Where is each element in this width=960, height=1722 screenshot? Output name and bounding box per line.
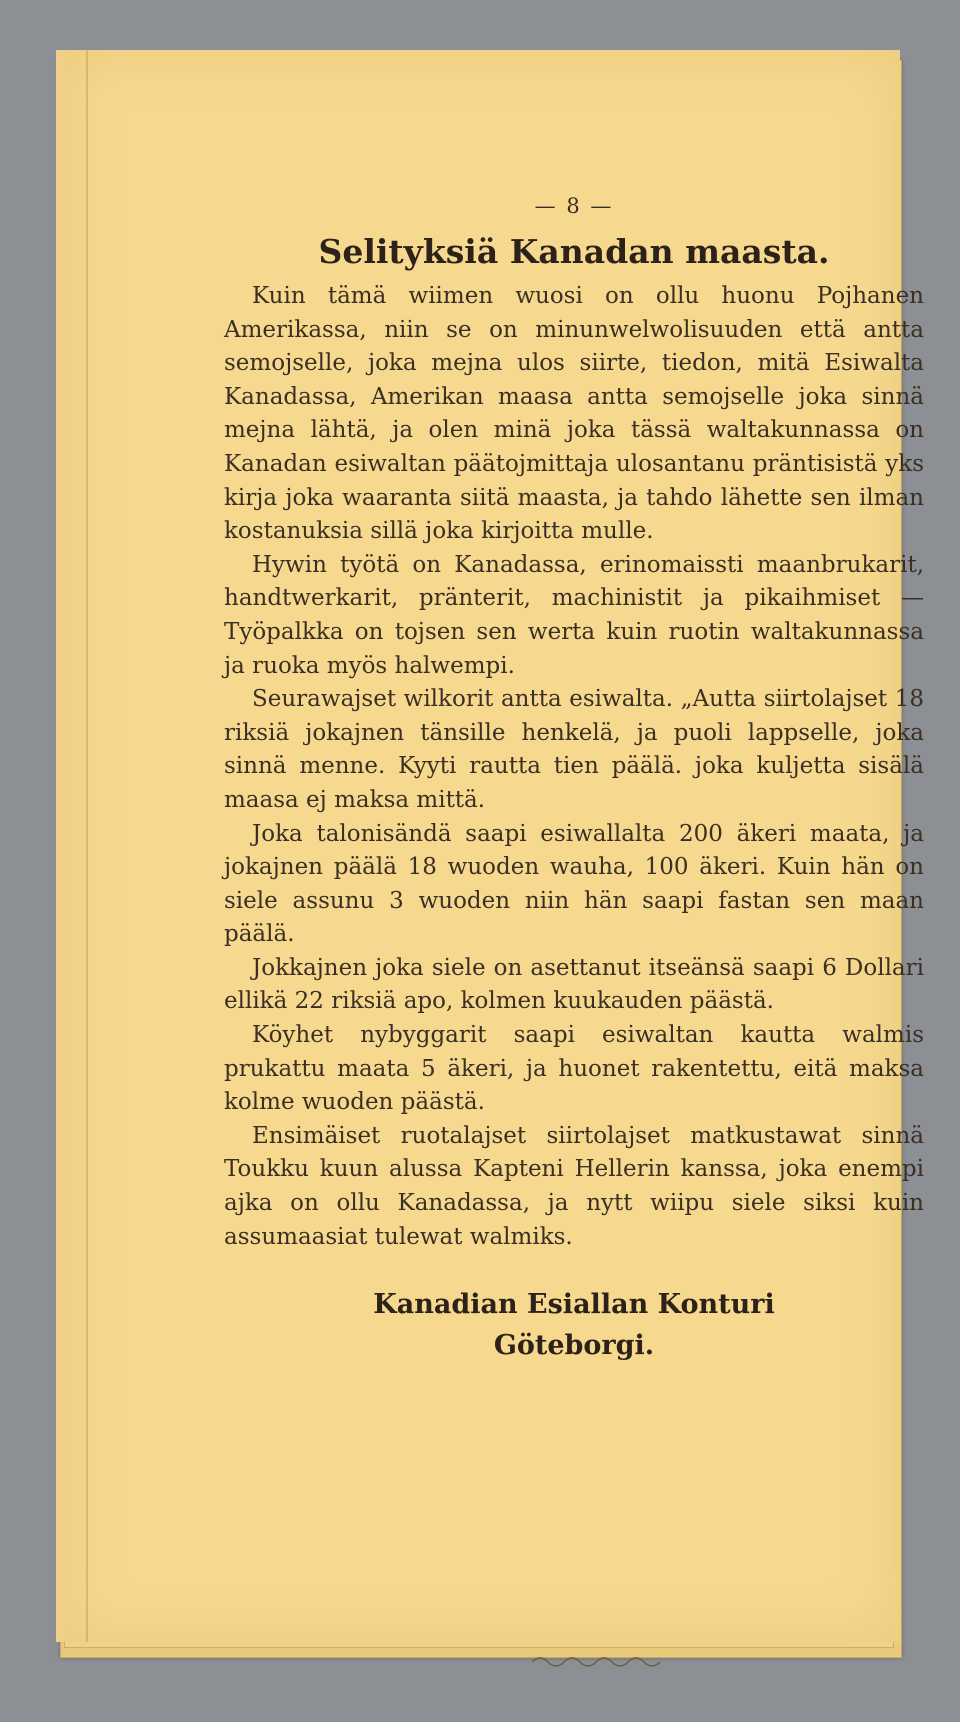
paragraph-3: Seurawajset wilkorit antta esiwalta. „Autta siirtolajset 18 riksiä jokajnen tänsille henkelä, ja puoli lappselle, joka sinnä menne. Kyyti rautta tien päälä. joka kuljetta sisälä maasa ej maksa mittä.: [224, 686, 924, 813]
page-fold-edge: [86, 50, 88, 1642]
signature-city: Göteborgi.: [493, 1330, 655, 1362]
paragraph-2: Hywin työtä on Kanadassa, erinomaissti maanbrukarit, handtwerkarit, pränterit, machinistit ja pikaihmiset — Työpalkka on tojsen sen werta kuin ruotin waltakunnassa ja ruoka myös halwempi.: [224, 551, 924, 679]
paragraph-5: Jokkajnen joka siele on asettanut itseänsä saapi 6 Dollari ellikä 22 riksiä apo, kolmen kuukauden päästä.: [224, 954, 924, 1015]
paragraph-4: Joka talonisändä saapi esiwallalta 200 äkeri maata, ja jokajnen päälä 18 wuoden wauha, 100 äkeri. Kuin hän on siele assunu 3 wuoden niin hän saapi fastan sen maan päälä.: [224, 820, 924, 948]
document-page: [56, 50, 924, 1642]
page-title: Selityksiä Kanadan maasta.: [318, 232, 830, 271]
wave-ornament-icon: [530, 1650, 670, 1670]
page-content: [224, 192, 924, 1366]
paragraph-1: Kuin tämä wiimen wuosi on ollu huonu Pojhanen Amerikassa, niin se on minunwelwolisuuden että antta semojselle, joka mejna ulos siirte, tiedon, mitä Esiwalta Kanadassa, Amerikan maasa antta semojselle joka sinnä mejna lähtä, ja olen minä joka tässä waltakunnassa on Kanadan esiwaltan päätojmittaja ulosantanu präntisistä yks kirja joka waaranta siitä maasta, ja tahdo lähette sen ilman kostanuksia sillä joka kirjoitta mulle.: [224, 283, 924, 545]
signature-office: Kanadian Esiallan Konturi: [373, 1289, 775, 1321]
paragraph-7: Ensimäiset ruotalajset siirtolajset matkustawat sinnä Toukku kuun alussa Kapteni Hellerin kanssa, joka enempi ajka on ollu Kanadassa, ja nytt wiipu siele siksi kuin assumaasiat tulewat walmiks.: [224, 1122, 924, 1250]
page-number: — 8 —: [534, 194, 614, 218]
paragraph-6: Köyhet nybyggarit saapi esiwaltan kautta walmis prukattu maata 5 äkeri, ja huonet rakentettu, eitä maksa kolme wuoden päästä.: [224, 1022, 924, 1116]
